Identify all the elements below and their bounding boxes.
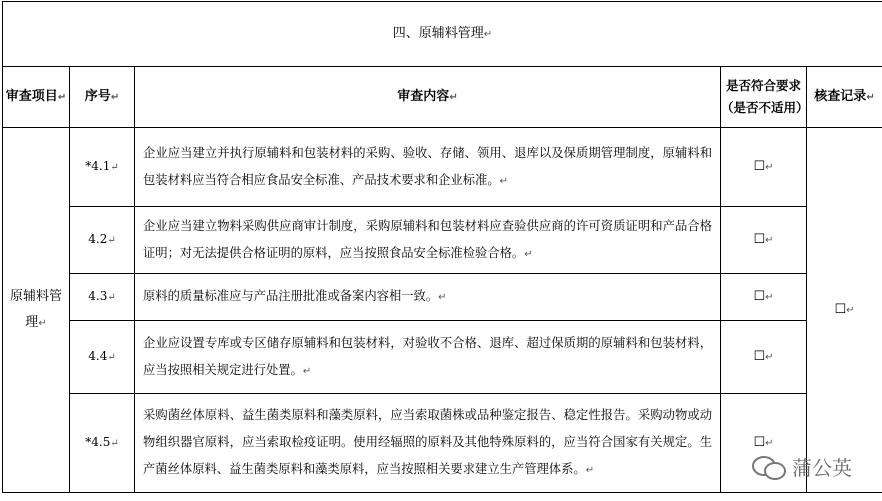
compliance-checkbox[interactable]: ☐↵ <box>721 394 807 493</box>
header-no: 序号↵ <box>70 67 135 128</box>
category-label: 原辅料管理 <box>9 288 62 330</box>
row-number: 4.3↵ <box>70 274 135 321</box>
compliance-checkbox[interactable]: ☐↵ <box>721 274 807 321</box>
header-compliance-line1: 是否符合要求 <box>725 78 801 93</box>
compliance-checkbox[interactable]: ☐↵ <box>721 321 807 394</box>
header-content: 审查内容↵ <box>135 67 721 128</box>
record-checkbox[interactable]: ☐↵ <box>807 128 882 493</box>
row-number: 4.4↵ <box>70 321 135 394</box>
header-compliance-line2: （是否不适用） <box>721 100 809 115</box>
header-item: 审查项目↵ <box>3 67 70 128</box>
wechat-icon <box>752 454 786 480</box>
compliance-checkbox[interactable]: ☐↵ <box>721 207 807 274</box>
row-content: 采购菌丝体原料、益生菌类原料和藻类原料，应当索取菌株或品种鉴定报告、稳定性报告。采购动物或动物组织器官原料，应当索取检疫证明。使用经辐照的原料及其他特殊原料的，应当符合国家有关规定。生产菌丝体原料、益生菌类原料和藻类原料，应当按照相关要求建立生产管理体系。↵ <box>135 394 721 493</box>
row-number: *4.1↵ <box>70 128 135 207</box>
category-cell: 原辅料管理↵ <box>3 128 70 493</box>
row-content: 原料的质量标准应与产品注册批准或备案内容相一致。↵ <box>135 274 721 321</box>
section-title-cell: 四、原辅料管理↵ <box>3 2 882 67</box>
compliance-checkbox[interactable]: ☐↵ <box>721 128 807 207</box>
row-number: *4.5↵ <box>70 394 135 493</box>
header-record: 核查记录↵ <box>807 67 882 128</box>
row-content: 企业应当建立物料采购供应商审计制度，采购原辅料和包装材料应查验供应商的许可资质证明和产品合格证明；对无法提供合格证明的原料，应当按照食品安全标准检验合格。↵ <box>135 207 721 274</box>
watermark-text: 蒲公英 <box>792 456 852 480</box>
watermark <box>752 452 852 481</box>
row-number: 4.2↵ <box>70 207 135 274</box>
row-content: 企业应设置专库或专区储存原辅料和包装材料，对验收不合格、退库、超过保质期的原辅料和包装材料，应当按照相关规定进行处置。↵ <box>135 321 721 394</box>
header-compliance <box>721 67 807 128</box>
row-content: 企业应当建立并执行原辅料和包装材料的采购、验收、存储、领用、退库以及保质期管理制度，原辅料和包装材料应当符合相应食品安全标准、产品技术要求和企业标准。↵ <box>135 128 721 207</box>
section-title: 四、原辅料管理 <box>392 25 484 41</box>
inspection-table <box>2 1 882 493</box>
